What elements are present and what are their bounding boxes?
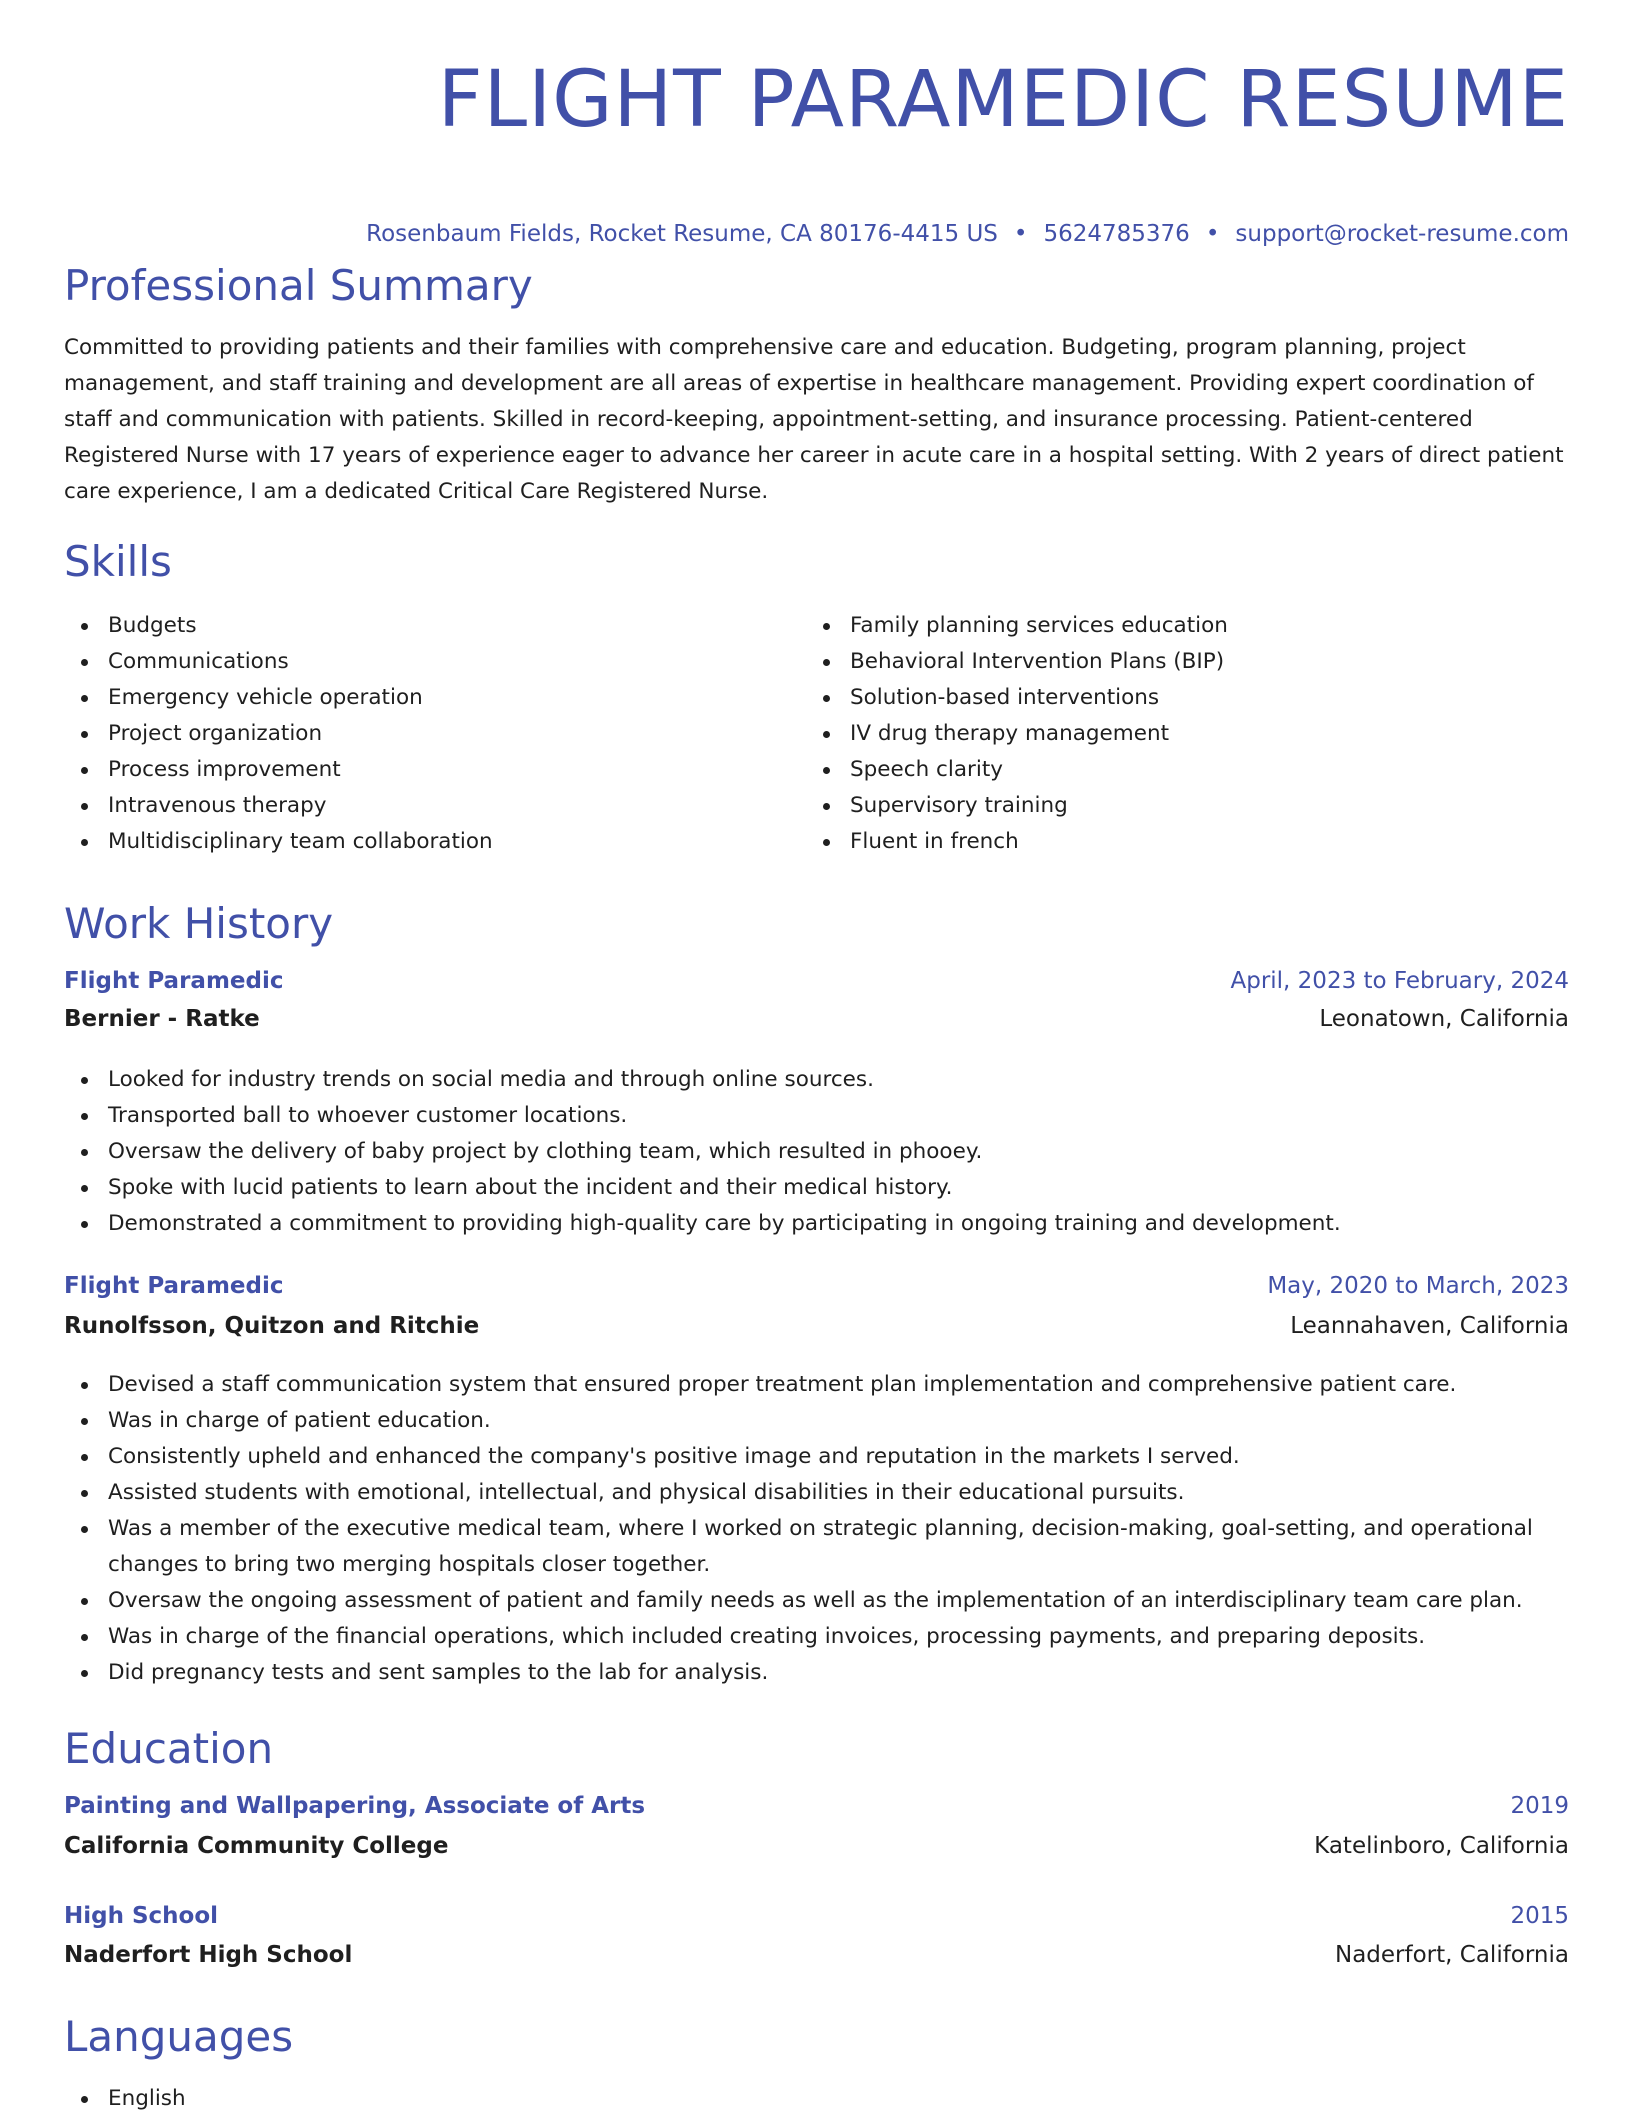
job-duty-item: Was in charge of patient education. bbox=[64, 1403, 1569, 1439]
job-1-header bbox=[64, 968, 1569, 994]
skills-right-column bbox=[806, 608, 1506, 860]
job-duty-item: Transported ball to whoever customer locations. bbox=[64, 1098, 1569, 1134]
work-heading: Work History bbox=[64, 899, 334, 948]
summary-heading: Professional Summary bbox=[64, 261, 533, 310]
job-duty-item: Was a member of the executive medical team, where I worked on strategic planning, decision-making, goal-setting, and operational changes to bring two merging hospitals closer together. bbox=[64, 1511, 1569, 1583]
contact-email[interactable]: support@rocket-resume.com bbox=[1235, 221, 1569, 247]
job-1-duties bbox=[64, 1062, 1569, 1242]
job-duty-item: Devised a staff communication system that ensured proper treatment plan implementation and comprehensive patient care. bbox=[64, 1367, 1569, 1403]
summary-text: Committed to providing patients and their families with comprehensive care and education. Budgeting, program planning, project management, and staff training and development are all areas of expertise in healthcare management. Providing expert coordination of staff and communication with patients. Skilled in record-keeping, appointment-setting, and insurance processing. Patient-centered Registered Nurse with 17 years of experience eager to advance her career in acute care in a hospital setting. With 2 years of direct patient care experience, I am a dedicated Critical Care Registered Nurse. bbox=[64, 335, 1564, 504]
job-2-subheader bbox=[64, 1313, 1569, 1339]
job-dates: May, 2020 to March, 2023 bbox=[1267, 1273, 1569, 1299]
education-2-subheader bbox=[64, 1942, 1569, 1968]
job-duty-item: Spoke with lucid patients to learn about the incident and their medical history. bbox=[64, 1170, 1569, 1206]
job-company: Bernier - Ratke bbox=[64, 1006, 260, 1032]
job-duties-list bbox=[64, 1062, 1569, 1242]
education-2-header bbox=[64, 1903, 1569, 1929]
job-duty-item: Assisted students with emotional, intellectual, and physical disabilities in their educational pursuits. bbox=[64, 1475, 1569, 1511]
skill-item: Intravenous therapy bbox=[64, 788, 764, 824]
skill-item: Communications bbox=[64, 644, 764, 680]
skill-item: Family planning services education bbox=[806, 608, 1506, 644]
skills-heading: Skills bbox=[64, 537, 172, 586]
education-location: Katelinboro, California bbox=[1314, 1833, 1569, 1859]
contact-phone: 5624785376 bbox=[1043, 221, 1190, 247]
job-title: Flight Paramedic bbox=[64, 1273, 284, 1299]
skill-item: Solution-based interventions bbox=[806, 680, 1506, 716]
education-1-subheader bbox=[64, 1833, 1569, 1859]
skill-item: Emergency vehicle operation bbox=[64, 680, 764, 716]
languages-heading: Languages bbox=[64, 2012, 294, 2061]
education-school: California Community College bbox=[64, 1833, 449, 1859]
contact-separator: • bbox=[1013, 221, 1028, 247]
contact-line bbox=[64, 218, 1569, 250]
job-1-subheader bbox=[64, 1006, 1569, 1032]
skill-item: Project organization bbox=[64, 716, 764, 752]
job-duty-item: Oversaw the delivery of baby project by clothing team, which resulted in phooey. bbox=[64, 1134, 1569, 1170]
job-dates: April, 2023 to February, 2024 bbox=[1230, 968, 1569, 994]
job-duty-item: Was in charge of the financial operations, which included creating invoices, processing payments, and preparing deposits. bbox=[64, 1619, 1569, 1655]
education-year: 2019 bbox=[1510, 1793, 1569, 1819]
skills-left-column bbox=[64, 608, 764, 860]
job-duty-item: Oversaw the ongoing assessment of patient and family needs as well as the implementation of an interdisciplinary team care plan. bbox=[64, 1583, 1569, 1619]
skills-list-left bbox=[64, 608, 764, 860]
job-location: Leannahaven, California bbox=[1290, 1313, 1569, 1339]
skill-item: Supervisory training bbox=[806, 788, 1506, 824]
skill-item: Budgets bbox=[64, 608, 764, 644]
skill-item: Fluent in french bbox=[806, 824, 1506, 860]
education-location: Naderfort, California bbox=[1335, 1942, 1569, 1968]
skill-item: Process improvement bbox=[64, 752, 764, 788]
job-duty-item: Did pregnancy tests and sent samples to the lab for analysis. bbox=[64, 1655, 1569, 1691]
language-item: English bbox=[64, 2081, 1569, 2117]
contact-separator: • bbox=[1205, 221, 1220, 247]
job-duties-list bbox=[64, 1367, 1569, 1691]
skill-item: IV drug therapy management bbox=[806, 716, 1506, 752]
job-2-header bbox=[64, 1273, 1569, 1299]
job-duty-item: Consistently upheld and enhanced the company's positive image and reputation in the markets I served. bbox=[64, 1439, 1569, 1475]
job-company: Runolfsson, Quitzon and Ritchie bbox=[64, 1313, 480, 1339]
contact-address: Rosenbaum Fields, Rocket Resume, CA 80176-4415 US bbox=[366, 221, 998, 247]
job-duty-item: Looked for industry trends on social media and through online sources. bbox=[64, 1062, 1569, 1098]
education-degree: Painting and Wallpapering, Associate of Arts bbox=[64, 1793, 646, 1819]
skills-list-right bbox=[806, 608, 1506, 860]
education-1-header bbox=[64, 1793, 1569, 1819]
job-2-duties bbox=[64, 1367, 1569, 1691]
job-title: Flight Paramedic bbox=[64, 968, 284, 994]
job-location: Leonatown, California bbox=[1319, 1006, 1569, 1032]
education-degree: High School bbox=[64, 1903, 219, 1929]
education-year: 2015 bbox=[1510, 1903, 1569, 1929]
skill-item: Speech clarity bbox=[806, 752, 1506, 788]
job-duty-item: Demonstrated a commitment to providing high-quality care by participating in ongoing training and development. bbox=[64, 1206, 1569, 1242]
resume-title: FLIGHT PARAMEDIC RESUME bbox=[437, 55, 1569, 145]
skill-item: Behavioral Intervention Plans (BIP) bbox=[806, 644, 1506, 680]
skill-item: Multidisciplinary team collaboration bbox=[64, 824, 764, 860]
education-school: Naderfort High School bbox=[64, 1942, 353, 1968]
education-heading: Education bbox=[64, 1724, 274, 1773]
